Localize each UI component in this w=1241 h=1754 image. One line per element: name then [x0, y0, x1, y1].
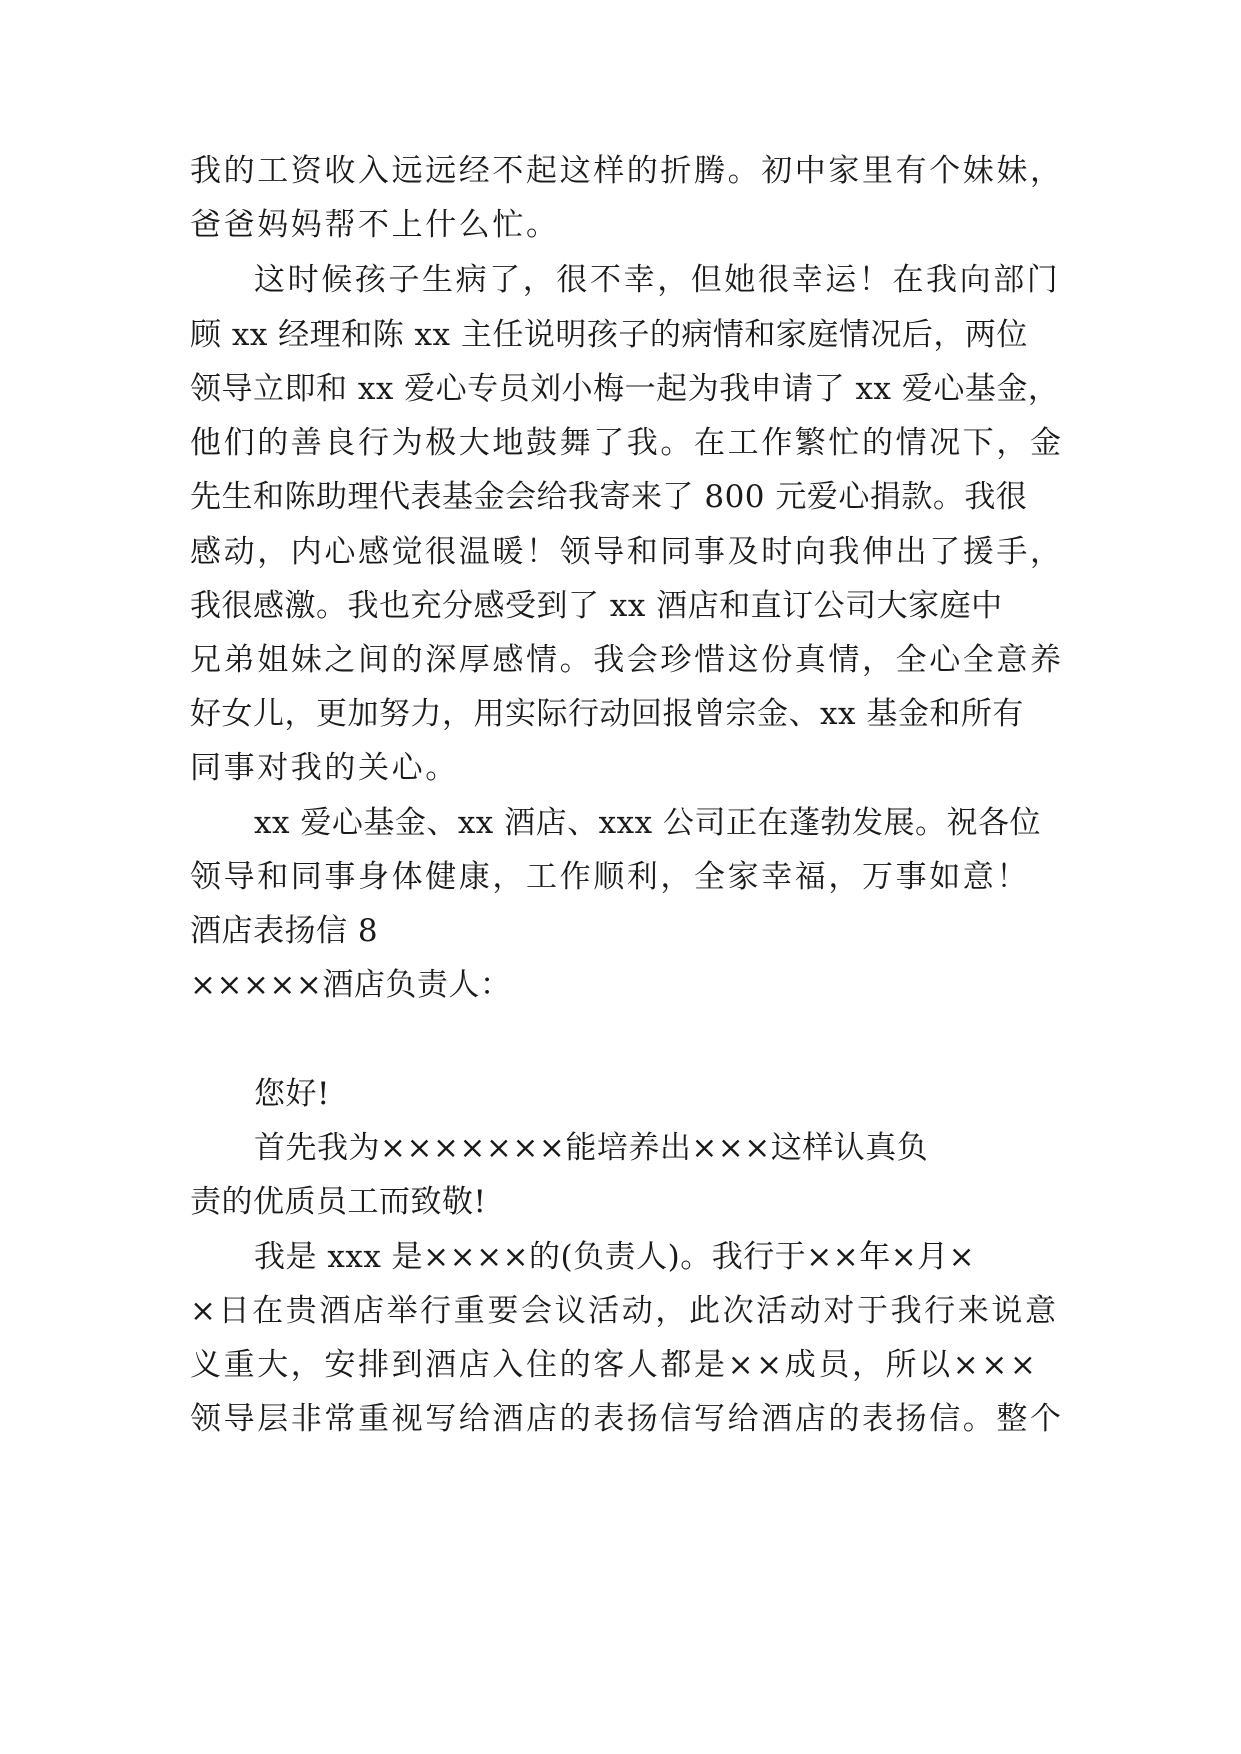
letter-salutation: ×××××酒店负责人： — [190, 967, 512, 1003]
paragraph-start-line: xx 爱心基金、xx 酒店、xxx 公司正在蓬勃发展。祝各位 — [254, 805, 1041, 841]
text-line: 义重大，安排到酒店入住的客人都是××成员，所以××× — [190, 1347, 1039, 1383]
text-line: 好女儿，更加努力，用实际行动回报曾宗金、xx 基金和所有 — [190, 696, 1024, 732]
text-line: 兄弟姐妹之间的深厚感情。我会珍惜这份真情，全心全意养 — [190, 642, 1064, 678]
text-line: 同事对我的关心。 — [190, 750, 459, 786]
text-line: 领导层非常重视写给酒店的表扬信写给酒店的表扬信。整个 — [190, 1401, 1064, 1437]
text-line: 领导和同事身体健康，工作顺利，全家幸福，万事如意！ — [190, 859, 1030, 895]
text-line: 我的工资收入远远经不起这样的折腾。初中家里有个妹妹， — [190, 153, 1064, 189]
greeting-line: 您好! — [254, 1076, 330, 1112]
text-line: 领导立即和 xx 爱心专员刘小梅一起为我申请了 xx 爱心基金， — [190, 371, 1060, 407]
text-line: ×日在贵酒店举行重要会议活动，此次活动对于我行来说意 — [190, 1293, 1059, 1329]
paragraph-start-line: 首先我为×××××××能培养出×××这样认真负 — [254, 1130, 929, 1166]
text-line: 爸爸妈妈帮不上什么忙。 — [190, 207, 560, 243]
text-line: 我很感激。我也充分感受到了 xx 酒店和直订公司大家庭中 — [190, 588, 1003, 624]
paragraph-start-line: 这时候孩子生病了，很不幸，但她很幸运！在我向部门 — [254, 262, 1061, 298]
text-line: 先生和陈助理代表基金会给我寄来了 800 元爱心捐款。我很 — [190, 479, 1028, 515]
text-line: 感动，内心感觉很温暖！领导和同事及时向我伸出了援手， — [190, 534, 1064, 570]
paragraph-start-line: 我是 xxx 是××××的(负责人)。我行于××年×月× — [254, 1239, 976, 1275]
text-line: 他们的善良行为极大地鼓舞了我。在工作繁忙的情况下，金 — [190, 425, 1064, 461]
text-line: 责的优质员工而致敬! — [190, 1184, 487, 1220]
text-line: 顾 xx 经理和陈 xx 主任说明孩子的病情和家庭情况后，两位 — [190, 317, 1028, 353]
section-heading: 酒店表扬信 8 — [190, 913, 379, 949]
